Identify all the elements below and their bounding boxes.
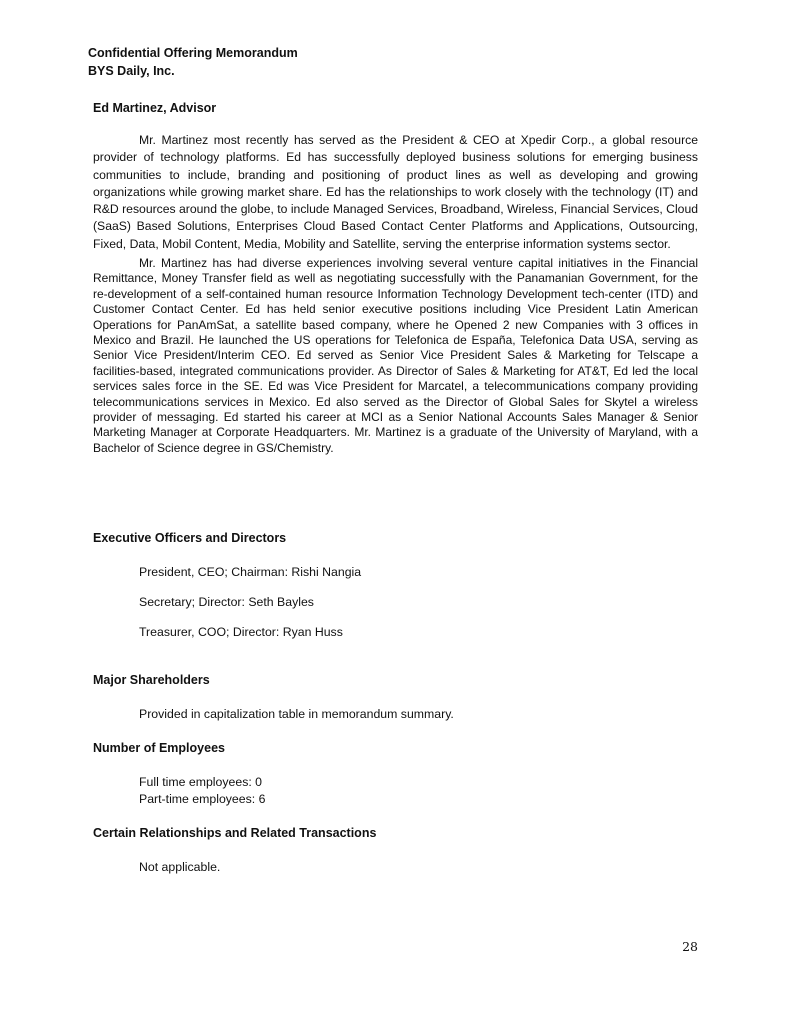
shareholders-text: Provided in capitalization table in memorandum summary. <box>139 707 454 721</box>
officer-item-secretary: Secretary; Director: Seth Bayles <box>139 595 314 609</box>
officer-item-treasurer: Treasurer, COO; Director: Ryan Huss <box>139 625 343 639</box>
employees-heading: Number of Employees <box>93 741 225 755</box>
employees-full-time: Full time employees: 0 <box>139 775 263 789</box>
document-header-company: BYS Daily, Inc. <box>88 64 175 78</box>
advisor-heading: Ed Martinez, Advisor <box>93 101 217 115</box>
officer-item-chairman: President, CEO; Chairman: Rishi Nangia <box>139 565 362 579</box>
relationships-text: Not applicable. <box>139 860 221 874</box>
advisor-paragraph-1: Mr. Martinez most recently has served as the President & CEO at Xpedir Corp., a global resource provider of technology platforms. Ed has successfully deployed business solutions for emerging business communities to include, branding and positioning of product lines as well as developing and growing organizations while growing market share. Ed has the relationships to work closely with the technology (IT) and R&D resources around the globe, to include Managed Services, Broadband, Wireless, Financial Services, Cloud (SaaS) Based Solutions, Enterprises Cloud Based Contact Center Platforms and Applications, Outsourcing, Fixed, Data, Mobil Content, Media, Mobility and Satellite, serving the enterprise information systems sector. <box>93 133 698 251</box>
officers-heading: Executive Officers and Directors <box>93 531 287 545</box>
page-number: 28 <box>682 939 698 954</box>
relationships-heading: Certain Relationships and Related Transactions <box>93 826 377 840</box>
advisor-paragraph-2: Mr. Martinez has had diverse experiences involving several venture capital initiatives in the Financial Remittance, Money Transfer field as well as negotiating successfully with the Panamanian Government, for the re-development of a self-contained human resource Information Technology Development tech-center (ITD) and Customer Contact Center. Ed has held senior executive positions including Vice President Latin American Operations for PanAmSat, a satellite based company, where he Opened 2 new Companies with 3 offices in Mexico and Brazil. He launched the US operations for Telefonica de España, Telefonica Data USA, serving as Senior Vice President/Interim CEO. Ed served as Senior Vice President Sales & Marketing for Telscape a facilities-based, integrated communications provider. As Director of Sales & Marketing for AT&T, Ed led the local services sales force in the SE. Ed was Vice President for Marcatel, a telecommunications company providing telecommunications services in Mexico. Ed also served as the Director of Global Sales for Skytel a wireless provider of messaging. Ed started his career at MCI as a Senior National Accounts Sales Manager & Senior Marketing Manager at Corporate Headquarters. Mr. Martinez is a graduate of the University of Maryland, with a Bachelor of Science degree in GS/Chemistry. <box>93 256 698 455</box>
employees-part-time: Part-time employees: 6 <box>139 792 266 806</box>
document-header-title: Confidential Offering Memorandum <box>88 46 298 60</box>
shareholders-heading: Major Shareholders <box>93 673 210 687</box>
